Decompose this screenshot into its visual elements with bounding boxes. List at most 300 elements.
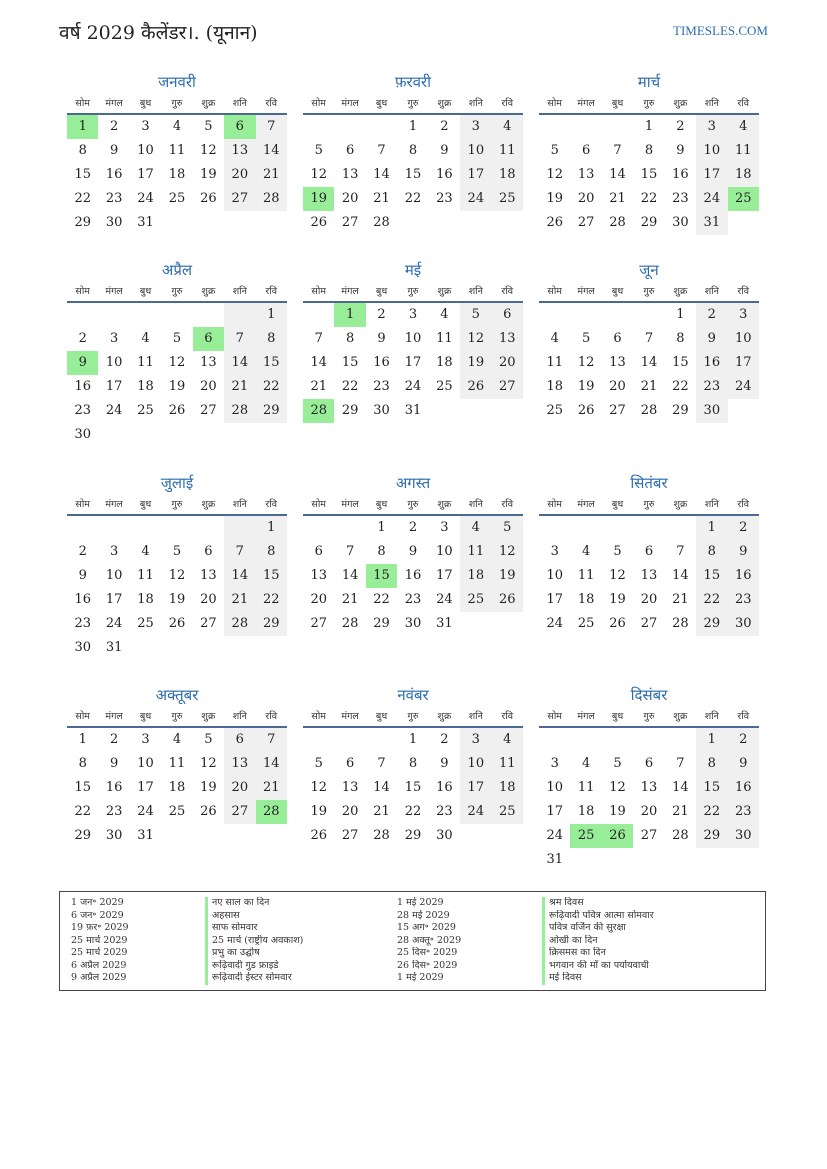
day-cell[interactable]: 26 (602, 824, 633, 848)
day-cell[interactable]: 27 (200, 616, 217, 631)
day-cell[interactable]: 17 (460, 163, 491, 187)
day-cell[interactable]: 30 (404, 616, 422, 631)
day-cell[interactable]: 13 (577, 167, 595, 182)
day-cell[interactable]: 8 (256, 540, 287, 564)
day-cell[interactable]: 21 (224, 375, 255, 399)
day-cell[interactable]: 24 (546, 828, 563, 843)
day-cell[interactable]: 27 (200, 403, 217, 418)
day-cell[interactable]: 2 (728, 728, 759, 752)
day-cell[interactable]: 21 (640, 379, 658, 394)
day-cell[interactable]: 5 (314, 143, 323, 158)
day-cell[interactable]: 28 (373, 215, 390, 230)
day-cell[interactable]: 9 (440, 143, 449, 158)
day-cell[interactable]: 31 (546, 852, 563, 867)
day-cell[interactable]: 21 (341, 592, 359, 607)
day-cell[interactable]: 20 (341, 804, 359, 819)
day-cell[interactable]: 2 (440, 119, 449, 134)
day-cell[interactable]: 9 (696, 327, 727, 351)
day-cell[interactable]: 2 (78, 544, 87, 559)
day-cell[interactable]: 4 (141, 331, 150, 346)
day-cell[interactable]: 7 (377, 756, 386, 771)
day-cell[interactable]: 4 (141, 544, 150, 559)
day-cell[interactable]: 8 (676, 331, 685, 346)
day-cell[interactable]: 4 (550, 331, 559, 346)
day-cell[interactable]: 21 (256, 776, 287, 800)
day-cell[interactable]: 25 (436, 379, 453, 394)
day-cell[interactable]: 29 (256, 399, 287, 423)
day-cell[interactable]: 13 (609, 355, 626, 370)
day-cell[interactable]: 17 (546, 804, 563, 819)
day-cell[interactable]: 1 (256, 303, 287, 327)
day-cell[interactable]: 4 (728, 115, 759, 139)
day-cell[interactable]: 1 (676, 307, 685, 322)
day-cell[interactable]: 17 (137, 780, 154, 795)
day-cell[interactable]: 17 (728, 351, 759, 375)
day-cell[interactable]: 3 (408, 307, 418, 322)
day-cell[interactable]: 19 (609, 592, 626, 607)
day-cell[interactable]: 4 (581, 756, 591, 771)
day-cell[interactable]: 16 (436, 780, 453, 795)
day-cell[interactable]: 11 (492, 752, 523, 776)
day-cell[interactable]: 18 (577, 592, 595, 607)
day-cell[interactable]: 5 (550, 143, 559, 158)
day-cell[interactable]: 15 (672, 355, 689, 370)
day-cell[interactable]: 31 (137, 215, 154, 230)
day-cell[interactable]: 15 (256, 564, 287, 588)
day-cell[interactable]: 19 (303, 187, 334, 211)
day-cell[interactable]: 12 (609, 780, 626, 795)
day-cell[interactable]: 27 (577, 215, 595, 230)
day-cell[interactable]: 11 (728, 139, 759, 163)
day-cell[interactable]: 23 (728, 800, 759, 824)
day-cell[interactable]: 25 (137, 403, 154, 418)
day-cell[interactable]: 18 (460, 564, 491, 588)
day-cell[interactable]: 20 (310, 592, 327, 607)
day-cell[interactable]: 8 (78, 756, 87, 771)
day-cell[interactable]: 5 (613, 756, 622, 771)
day-cell[interactable]: 22 (404, 191, 422, 206)
day-cell[interactable]: 23 (436, 191, 453, 206)
day-cell[interactable]: 24 (137, 804, 154, 819)
day-cell[interactable]: 10 (404, 331, 422, 346)
day-cell[interactable]: 16 (728, 564, 759, 588)
day-cell[interactable]: 7 (644, 331, 654, 346)
day-cell[interactable]: 30 (105, 828, 123, 843)
day-cell[interactable]: 14 (341, 568, 359, 583)
day-cell[interactable]: 4 (492, 728, 523, 752)
day-cell[interactable]: 19 (492, 564, 523, 588)
day-cell[interactable]: 7 (613, 143, 622, 158)
day-cell[interactable]: 26 (546, 215, 563, 230)
day-cell[interactable]: 12 (168, 355, 186, 370)
day-cell[interactable]: 24 (105, 616, 123, 631)
day-cell[interactable]: 8 (696, 752, 727, 776)
day-cell[interactable]: 30 (74, 427, 91, 442)
day-cell[interactable]: 15 (256, 351, 287, 375)
day-cell[interactable]: 12 (200, 143, 217, 158)
day-cell[interactable]: 26 (492, 588, 523, 612)
day-cell[interactable]: 25 (168, 804, 186, 819)
day-cell[interactable]: 29 (256, 612, 287, 636)
day-cell[interactable]: 27 (341, 828, 359, 843)
day-cell[interactable]: 23 (74, 403, 91, 418)
day-cell[interactable]: 20 (224, 776, 255, 800)
day-cell[interactable]: 10 (546, 780, 563, 795)
day-cell[interactable]: 8 (408, 143, 418, 158)
day-cell[interactable]: 19 (577, 379, 595, 394)
day-cell[interactable]: 4 (172, 119, 182, 134)
day-cell[interactable]: 24 (404, 379, 422, 394)
day-cell[interactable]: 1 (644, 119, 654, 134)
day-cell[interactable]: 10 (436, 544, 453, 559)
day-cell[interactable]: 9 (728, 540, 759, 564)
day-cell[interactable]: 23 (728, 588, 759, 612)
day-cell[interactable]: 12 (609, 568, 626, 583)
day-cell[interactable]: 5 (460, 303, 491, 327)
day-cell[interactable]: 20 (577, 191, 595, 206)
day-cell[interactable]: 29 (696, 824, 727, 848)
day-cell[interactable]: 13 (341, 780, 359, 795)
day-cell[interactable]: 14 (310, 355, 327, 370)
day-cell[interactable]: 7 (676, 756, 685, 771)
day-cell[interactable]: 16 (373, 355, 390, 370)
day-cell[interactable]: 18 (492, 163, 523, 187)
day-cell[interactable]: 11 (577, 568, 595, 583)
day-cell[interactable]: 23 (436, 804, 453, 819)
day-cell[interactable]: 11 (436, 331, 453, 346)
day-cell[interactable]: 14 (640, 355, 658, 370)
day-cell[interactable]: 30 (728, 824, 759, 848)
day-cell[interactable]: 24 (436, 592, 453, 607)
day-cell[interactable]: 29 (74, 828, 91, 843)
day-cell[interactable]: 28 (256, 187, 287, 211)
day-cell[interactable]: 15 (74, 780, 91, 795)
day-cell[interactable]: 15 (696, 564, 727, 588)
day-cell[interactable]: 10 (105, 568, 123, 583)
day-cell[interactable]: 30 (373, 403, 390, 418)
day-cell[interactable]: 3 (460, 115, 491, 139)
day-cell[interactable]: 13 (640, 780, 658, 795)
day-cell[interactable]: 16 (74, 592, 91, 607)
day-cell[interactable]: 10 (696, 139, 727, 163)
day-cell[interactable]: 2 (696, 303, 727, 327)
day-cell[interactable]: 31 (137, 828, 154, 843)
day-cell[interactable]: 19 (200, 780, 217, 795)
day-cell[interactable]: 12 (168, 568, 186, 583)
day-cell[interactable]: 12 (310, 780, 327, 795)
day-cell[interactable]: 19 (609, 804, 626, 819)
day-cell[interactable]: 4 (440, 307, 449, 322)
day-cell[interactable]: 1 (696, 516, 727, 540)
day-cell[interactable]: 22 (256, 588, 287, 612)
day-cell[interactable]: 29 (672, 403, 689, 418)
day-cell[interactable]: 22 (74, 804, 91, 819)
day-cell[interactable]: 24 (137, 191, 154, 206)
day-cell[interactable]: 15 (404, 167, 422, 182)
site-link[interactable]: TIMESLES.COM (673, 23, 768, 38)
day-cell[interactable]: 20 (640, 804, 658, 819)
day-cell[interactable]: 10 (728, 327, 759, 351)
day-cell[interactable]: 14 (609, 167, 626, 182)
day-cell[interactable]: 26 (168, 616, 186, 631)
day-cell[interactable]: 20 (341, 191, 359, 206)
day-cell[interactable]: 19 (168, 379, 186, 394)
day-cell[interactable]: 27 (224, 187, 255, 211)
day-cell[interactable]: 29 (341, 403, 359, 418)
day-cell[interactable]: 23 (74, 616, 91, 631)
day-cell[interactable]: 26 (168, 403, 186, 418)
day-cell[interactable]: 15 (341, 355, 359, 370)
day-cell[interactable]: 14 (373, 780, 390, 795)
day-cell[interactable]: 23 (672, 191, 689, 206)
day-cell[interactable]: 10 (137, 143, 154, 158)
day-cell[interactable]: 7 (256, 115, 287, 139)
day-cell[interactable]: 14 (672, 568, 689, 583)
day-cell[interactable]: 28 (672, 828, 689, 843)
day-cell[interactable]: 11 (546, 355, 563, 370)
day-cell[interactable]: 25 (492, 800, 523, 824)
day-cell[interactable]: 18 (728, 163, 759, 187)
day-cell[interactable]: 7 (314, 331, 323, 346)
day-cell[interactable]: 20 (609, 379, 626, 394)
day-cell[interactable]: 30 (728, 612, 759, 636)
day-cell[interactable]: 17 (137, 167, 154, 182)
day-cell[interactable]: 5 (204, 732, 213, 747)
day-cell[interactable]: 14 (672, 780, 689, 795)
day-cell[interactable]: 16 (105, 167, 123, 182)
day-cell[interactable]: 4 (460, 516, 491, 540)
day-cell[interactable]: 11 (168, 756, 186, 771)
day-cell[interactable]: 23 (105, 191, 123, 206)
day-cell[interactable]: 26 (310, 215, 327, 230)
day-cell[interactable]: 16 (74, 379, 91, 394)
day-cell[interactable]: 4 (172, 732, 182, 747)
day-cell[interactable]: 2 (676, 119, 685, 134)
day-cell[interactable]: 9 (728, 752, 759, 776)
day-cell[interactable]: 5 (581, 331, 591, 346)
day-cell[interactable]: 15 (366, 564, 397, 588)
day-cell[interactable]: 12 (492, 540, 523, 564)
day-cell[interactable]: 16 (436, 167, 453, 182)
day-cell[interactable]: 4 (581, 544, 591, 559)
day-cell[interactable]: 7 (377, 143, 386, 158)
day-cell[interactable]: 28 (303, 399, 334, 423)
day-cell[interactable]: 17 (546, 592, 563, 607)
day-cell[interactable]: 15 (404, 780, 422, 795)
day-cell[interactable]: 22 (373, 592, 390, 607)
day-cell[interactable]: 28 (256, 800, 287, 824)
day-cell[interactable]: 16 (404, 568, 422, 583)
day-cell[interactable]: 18 (436, 355, 453, 370)
day-cell[interactable]: 8 (78, 143, 87, 158)
day-cell[interactable]: 1 (408, 119, 418, 134)
day-cell[interactable]: 21 (256, 163, 287, 187)
day-cell[interactable]: 20 (492, 351, 523, 375)
day-cell[interactable]: 18 (492, 776, 523, 800)
day-cell[interactable]: 29 (404, 828, 422, 843)
day-cell[interactable]: 15 (74, 167, 91, 182)
day-cell[interactable]: 5 (613, 544, 622, 559)
day-cell[interactable]: 27 (224, 800, 255, 824)
day-cell[interactable]: 22 (640, 191, 658, 206)
day-cell[interactable]: 9 (408, 544, 418, 559)
day-cell[interactable]: 11 (137, 355, 154, 370)
day-cell[interactable]: 1 (408, 732, 418, 747)
day-cell[interactable]: 1 (696, 728, 727, 752)
day-cell[interactable]: 8 (345, 331, 355, 346)
day-cell[interactable]: 9 (78, 568, 87, 583)
day-cell[interactable]: 26 (609, 616, 626, 631)
day-cell[interactable]: 23 (373, 379, 390, 394)
day-cell[interactable]: 10 (460, 752, 491, 776)
day-cell[interactable]: 3 (550, 544, 559, 559)
day-cell[interactable]: 6 (492, 303, 523, 327)
day-cell[interactable]: 28 (373, 828, 390, 843)
day-cell[interactable]: 18 (577, 804, 595, 819)
day-cell[interactable]: 16 (105, 780, 123, 795)
day-cell[interactable]: 28 (672, 616, 689, 631)
day-cell[interactable]: 26 (460, 375, 491, 399)
day-cell[interactable]: 27 (492, 375, 523, 399)
day-cell[interactable]: 2 (728, 516, 759, 540)
day-cell[interactable]: 15 (640, 167, 658, 182)
day-cell[interactable]: 10 (546, 568, 563, 583)
day-cell[interactable]: 21 (310, 379, 327, 394)
day-cell[interactable]: 12 (310, 167, 327, 182)
day-cell[interactable]: 31 (404, 403, 422, 418)
day-cell[interactable]: 9 (67, 351, 98, 375)
day-cell[interactable]: 2 (78, 331, 87, 346)
day-cell[interactable]: 29 (640, 215, 658, 230)
day-cell[interactable]: 12 (200, 756, 217, 771)
day-cell[interactable]: 21 (672, 804, 689, 819)
day-cell[interactable]: 6 (644, 756, 654, 771)
day-cell[interactable]: 27 (609, 403, 626, 418)
day-cell[interactable]: 1 (256, 516, 287, 540)
day-cell[interactable]: 10 (105, 355, 123, 370)
day-cell[interactable]: 21 (609, 191, 626, 206)
day-cell[interactable]: 20 (200, 379, 217, 394)
day-cell[interactable]: 3 (141, 732, 150, 747)
day-cell[interactable]: 6 (314, 544, 323, 559)
day-cell[interactable]: 7 (224, 540, 255, 564)
day-cell[interactable]: 25 (577, 616, 595, 631)
day-cell[interactable]: 19 (310, 804, 327, 819)
day-cell[interactable]: 26 (577, 403, 595, 418)
day-cell[interactable]: 21 (224, 588, 255, 612)
day-cell[interactable]: 9 (377, 331, 386, 346)
day-cell[interactable]: 3 (728, 303, 759, 327)
day-cell[interactable]: 5 (172, 544, 182, 559)
day-cell[interactable]: 19 (546, 191, 563, 206)
day-cell[interactable]: 28 (341, 616, 359, 631)
day-cell[interactable]: 11 (168, 143, 186, 158)
day-cell[interactable]: 31 (696, 211, 727, 235)
day-cell[interactable]: 17 (460, 776, 491, 800)
day-cell[interactable]: 1 (334, 303, 365, 327)
day-cell[interactable]: 25 (168, 191, 186, 206)
day-cell[interactable]: 11 (577, 780, 595, 795)
day-cell[interactable]: 22 (256, 375, 287, 399)
day-cell[interactable]: 17 (105, 379, 123, 394)
day-cell[interactable]: 11 (460, 540, 491, 564)
day-cell[interactable]: 9 (109, 143, 119, 158)
day-cell[interactable]: 1 (78, 732, 87, 747)
day-cell[interactable]: 21 (373, 804, 390, 819)
day-cell[interactable]: 19 (168, 592, 186, 607)
day-cell[interactable]: 25 (460, 588, 491, 612)
day-cell[interactable]: 30 (672, 215, 689, 230)
day-cell[interactable]: 3 (550, 756, 559, 771)
day-cell[interactable]: 13 (492, 327, 523, 351)
day-cell[interactable]: 27 (640, 616, 658, 631)
day-cell[interactable]: 8 (377, 544, 386, 559)
day-cell[interactable]: 13 (200, 568, 217, 583)
day-cell[interactable]: 7 (676, 544, 685, 559)
day-cell[interactable]: 5 (172, 331, 182, 346)
day-cell[interactable]: 13 (310, 568, 327, 583)
day-cell[interactable]: 13 (200, 355, 217, 370)
day-cell[interactable]: 14 (224, 564, 255, 588)
day-cell[interactable]: 31 (105, 640, 123, 655)
day-cell[interactable]: 2 (408, 520, 418, 535)
day-cell[interactable]: 27 (640, 828, 658, 843)
day-cell[interactable]: 14 (256, 752, 287, 776)
day-cell[interactable]: 26 (200, 191, 217, 206)
day-cell[interactable]: 11 (492, 139, 523, 163)
day-cell[interactable]: 2 (109, 119, 119, 134)
day-cell[interactable]: 14 (224, 351, 255, 375)
day-cell[interactable]: 8 (256, 327, 287, 351)
day-cell[interactable]: 6 (193, 327, 224, 351)
day-cell[interactable]: 24 (460, 187, 491, 211)
day-cell[interactable]: 25 (546, 403, 563, 418)
day-cell[interactable]: 18 (137, 592, 154, 607)
day-cell[interactable]: 14 (256, 139, 287, 163)
day-cell[interactable]: 18 (137, 379, 154, 394)
day-cell[interactable]: 10 (460, 139, 491, 163)
day-cell[interactable]: 21 (373, 191, 390, 206)
day-cell[interactable]: 29 (373, 616, 390, 631)
day-cell[interactable]: 13 (640, 568, 658, 583)
day-cell[interactable]: 26 (200, 804, 217, 819)
day-cell[interactable]: 28 (224, 612, 255, 636)
day-cell[interactable]: 28 (609, 215, 626, 230)
day-cell[interactable]: 20 (640, 592, 658, 607)
day-cell[interactable]: 29 (74, 215, 91, 230)
day-cell[interactable]: 16 (728, 776, 759, 800)
day-cell[interactable]: 23 (404, 592, 422, 607)
day-cell[interactable]: 3 (460, 728, 491, 752)
day-cell[interactable]: 30 (696, 399, 727, 423)
day-cell[interactable]: 13 (341, 167, 359, 182)
day-cell[interactable]: 27 (341, 215, 359, 230)
day-cell[interactable]: 23 (696, 375, 727, 399)
day-cell[interactable]: 6 (613, 331, 622, 346)
day-cell[interactable]: 4 (492, 115, 523, 139)
day-cell[interactable]: 2 (109, 732, 119, 747)
day-cell[interactable]: 12 (460, 327, 491, 351)
day-cell[interactable]: 25 (728, 187, 759, 211)
day-cell[interactable]: 22 (404, 804, 422, 819)
day-cell[interactable]: 16 (696, 351, 727, 375)
day-cell[interactable]: 17 (436, 568, 453, 583)
day-cell[interactable]: 12 (577, 355, 595, 370)
day-cell[interactable]: 17 (696, 163, 727, 187)
day-cell[interactable]: 19 (200, 167, 217, 182)
day-cell[interactable]: 30 (74, 640, 91, 655)
day-cell[interactable]: 12 (546, 167, 563, 182)
